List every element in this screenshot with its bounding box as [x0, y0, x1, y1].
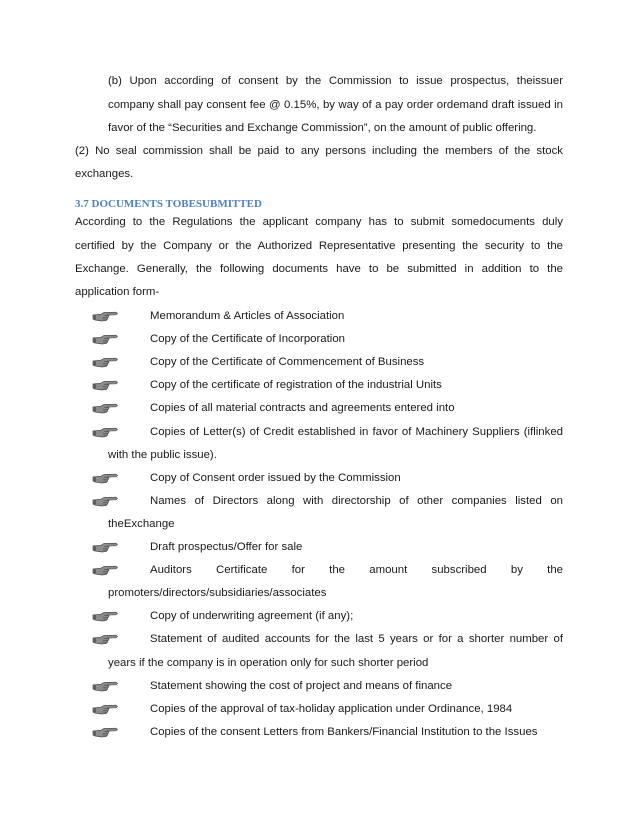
section-body-line-1: According to the Regulations the applicant company has to submit somedocuments duly [75, 216, 563, 228]
list-item-continuation: years if the company is in operation only for such shorter period [108, 656, 429, 669]
list-item: Copy of Consent order issued by the Commission [150, 471, 401, 484]
list-item: Copy of the Certificate of Commencement of Business [150, 356, 425, 369]
list-item: Auditors Certificate for the amount subscribed by the [150, 564, 563, 577]
list-item-continuation: theExchange [108, 517, 175, 530]
list-item: Copies of the consent Letters from Bankers/Financial Institution to the Issues [150, 725, 538, 738]
list-item: Copy of the Certificate of Incorporation [150, 333, 346, 346]
hand-pointer-icon [92, 563, 118, 577]
hand-pointer-icon [92, 702, 118, 716]
list-item-continuation: with the public issue). [108, 448, 217, 461]
hand-pointer-icon [92, 332, 118, 346]
para-2-line-1: (2) No seal commission shall be paid to any persons including the members of the stock [75, 145, 563, 157]
section-body-line-3: Exchange. Generally, the following documents have to be submitted in addition to the [75, 263, 563, 275]
section-heading: 3.7 DOCUMENTS TOBESUBMITTED [75, 198, 262, 210]
hand-pointer-icon [92, 609, 118, 623]
hand-pointer-icon [92, 725, 118, 739]
hand-pointer-icon [92, 540, 118, 554]
hand-pointer-icon [92, 401, 118, 415]
list-item: Copy of underwriting agreement (if any); [150, 610, 354, 623]
hand-pointer-icon [92, 425, 118, 439]
list-item: Copies of all material contracts and agreements entered into [150, 402, 455, 415]
hand-pointer-icon [92, 471, 118, 485]
list-item: Statement showing the cost of project and means of finance [150, 679, 453, 692]
para-b-line-3: favor of the “Securities and Exchange Commission”, on the amount of public offering. [108, 122, 537, 134]
hand-pointer-icon [92, 309, 118, 323]
para-b-line-1: (b) Upon according of consent by the Commission to issue prospectus, theissuer [108, 75, 563, 87]
list-item: Memorandum & Articles of Association [150, 310, 345, 322]
hand-pointer-icon [92, 679, 118, 693]
hand-pointer-icon [92, 494, 118, 508]
list-item: Copies of the approval of tax-holiday application under Ordinance, 1984 [150, 702, 513, 715]
list-item: Copies of Letter(s) of Credit established in favor of Machinery Suppliers (iflinked [150, 425, 563, 438]
list-item: Copy of the certificate of registration of the industrial Units [150, 379, 442, 392]
para-2-line-2: exchanges. [75, 168, 134, 180]
list-item: Draft prospectus/Offer for sale [150, 541, 303, 553]
hand-pointer-icon [92, 632, 118, 646]
section-body-line-2: certified by the Company or the Authorized Representative presenting the security to the [75, 240, 563, 252]
list-item: Statement of audited accounts for the last 5 years or for a shorter number of [150, 633, 563, 646]
para-b-line-2: company shall pay consent fee @ 0.15%, by way of a pay order ordemand draft issued in [108, 99, 563, 111]
section-body-line-4: application form- [75, 286, 160, 298]
hand-pointer-icon [92, 355, 118, 369]
list-item-continuation: promoters/directors/subsidiaries/associates [108, 587, 327, 600]
list-item: Names of Directors along with directorship of other companies listed on [150, 494, 563, 507]
hand-pointer-icon [92, 378, 118, 392]
